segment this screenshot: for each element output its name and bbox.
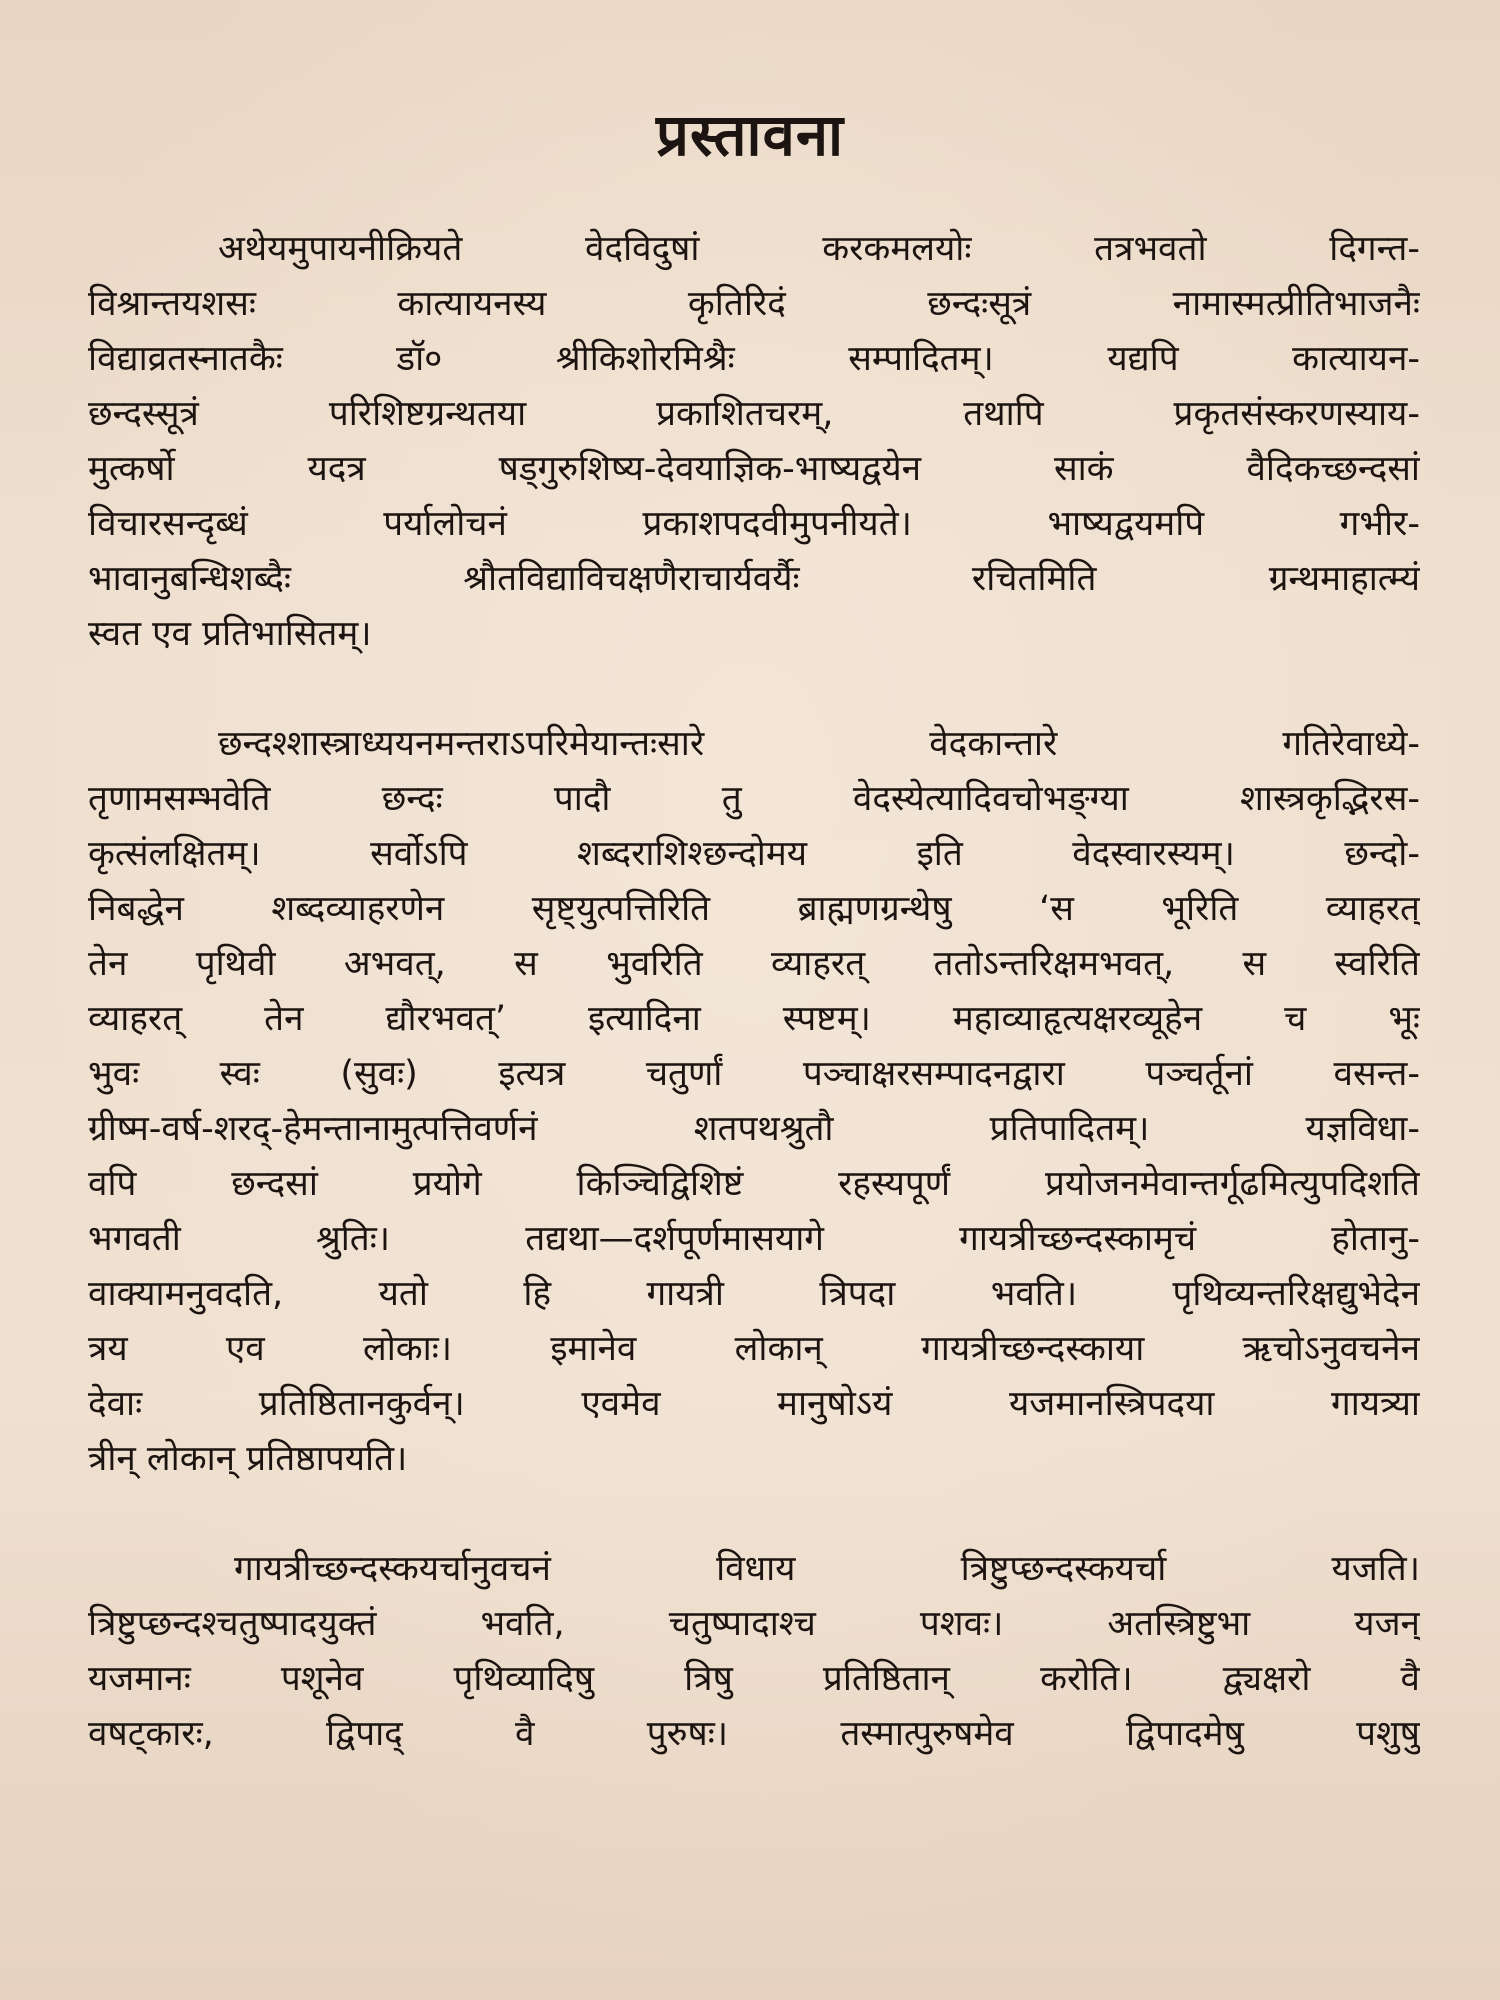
text-line: वषट्कारः, द्विपाद् वै पुरुषः। तस्मात्पुरुषमेव द्विपादमेषु पशुषु [88, 1714, 1420, 1754]
paragraph-3 [88, 1542, 1420, 1762]
text-line: तेन पृथिवी अभवत्, स भुवरिति व्याहरत् ततोऽन्तरिक्षमभवत्, स स्वरिति [88, 944, 1420, 984]
paragraph-1 [88, 222, 1420, 662]
text-line: गायत्रीच्छन्दस्कयर्चानुवचनं विधाय त्रिष्टुप्छन्दस्कयर्चा यजति। [234, 1549, 1420, 1589]
text-line: ग्रीष्म-वर्ष-शरद्-हेमन्तानामुत्पत्तिवर्णनं शतपथश्रुतौ प्रतिपादितम्। यज्ञविधा- [88, 1109, 1420, 1149]
text-line: भुवः स्वः (सुवः) इत्यत्र चतुर्णां पञ्चाक्षरसम्पादनद्वारा पञ्चर्तूनां वसन्त- [88, 1054, 1420, 1094]
text-line: स्वत एव प्रतिभासितम्। [88, 614, 372, 654]
text-line: विद्याव्रतस्नातकैः डॉ० श्रीकिशोरमिश्रैः सम्पादितम्। यद्यपि कात्यायन- [88, 339, 1420, 379]
text-line: भावानुबन्धिशब्दैः श्रौतविद्याविचक्षणैराचार्यवर्यैः रचितमिति ग्रन्थमाहात्म्यं [88, 559, 1420, 599]
text-line: छन्दश्शास्त्राध्ययनमन्तराऽपरिमेयान्तःसारे वेदकान्तारे गतिरेवाध्ये- [218, 724, 1420, 764]
text-line: तृणामसम्भवेति छन्दः पादौ तु वेदस्येत्यादिवचोभङ्ग्या शास्त्रकृद्भिरस- [88, 779, 1420, 819]
text-line: विचारसन्दृब्धं पर्यालोचनं प्रकाशपदवीमुपनीयते। भाष्यद्वयमपि गभीर- [88, 504, 1420, 544]
text-line: निबद्धेन शब्दव्याहरणेन सृष्ट्युत्पत्तिरिति ब्राह्मणग्रन्थेषु ‘स भूरिति व्याहरत् [88, 889, 1420, 929]
page-title: प्रस्तावना [655, 101, 845, 169]
text-line: त्रय एव लोकाः। इमानेव लोकान् गायत्रीच्छन्दस्काया ऋचोऽनुवचनेन [88, 1329, 1420, 1369]
text-line: त्रीन् लोकान् प्रतिष्ठापयति। [88, 1439, 408, 1479]
text-line: देवाः प्रतिष्ठितानकुर्वन्। एवमेव मानुषोऽयं यजमानस्त्रिपदया गायत्र्या [88, 1384, 1420, 1424]
text-line: भगवती श्रुतिः। तद्यथा—दर्शपूर्णमासयागे गायत्रीच्छन्दस्कामृचं होतानु- [88, 1219, 1420, 1259]
text-line: व्याहरत् तेन द्यौरभवत्’ इत्यादिना स्पष्टम्। महाव्याहृत्यक्षरव्यूहेन च भूः [88, 999, 1420, 1039]
preface-body [88, 222, 1420, 1817]
text-line: वपि छन्दसां प्रयोगे किञ्चिद्विशिष्टं रहस्यपूर्णं प्रयोजनमेवान्तर्गूढमित्युपदिशति [88, 1164, 1420, 1204]
paragraph-2 [88, 717, 1420, 1487]
text-line: अथेयमुपायनीक्रियते वेदविदुषां करकमलयोः तत्रभवतो दिगन्त- [218, 229, 1420, 269]
text-line: विश्रान्तयशसः कात्यायनस्य कृतिरिदं छन्दःसूत्रं नामास्मत्प्रीतिभाजनैः [88, 284, 1420, 324]
text-line: छन्दस्सूत्रं परिशिष्टग्रन्थतया प्रकाशितचरम्, तथापि प्रकृतसंस्करणस्याय- [88, 394, 1420, 434]
text-line: मुत्कर्षो यदत्र षड्गुरुशिष्य-देवयाज्ञिक-भाष्यद्वयेन साकं वैदिकच्छन्दसां [88, 449, 1420, 489]
text-line: यजमानः पशूनेव पृथिव्यादिषु त्रिषु प्रतिष्ठितान् करोति। द्व्यक्षरो वै [88, 1659, 1420, 1699]
text-line: त्रिष्टुप्छन्दश्चतुष्पादयुक्तं भवति, चतुष्पादाश्च पशवः। अतस्त्रिष्टुभा यजन् [88, 1604, 1420, 1644]
text-line: वाक्यामनुवदति, यतो हि गायत्री त्रिपदा भवति। पृथिव्यन्तरिक्षद्युभेदेन [88, 1274, 1420, 1314]
text-line: कृत्संलक्षितम्। सर्वोऽपि शब्दराशिश्छन्दोमय इति वेदस्वारस्यम्। छन्दो- [88, 834, 1420, 874]
